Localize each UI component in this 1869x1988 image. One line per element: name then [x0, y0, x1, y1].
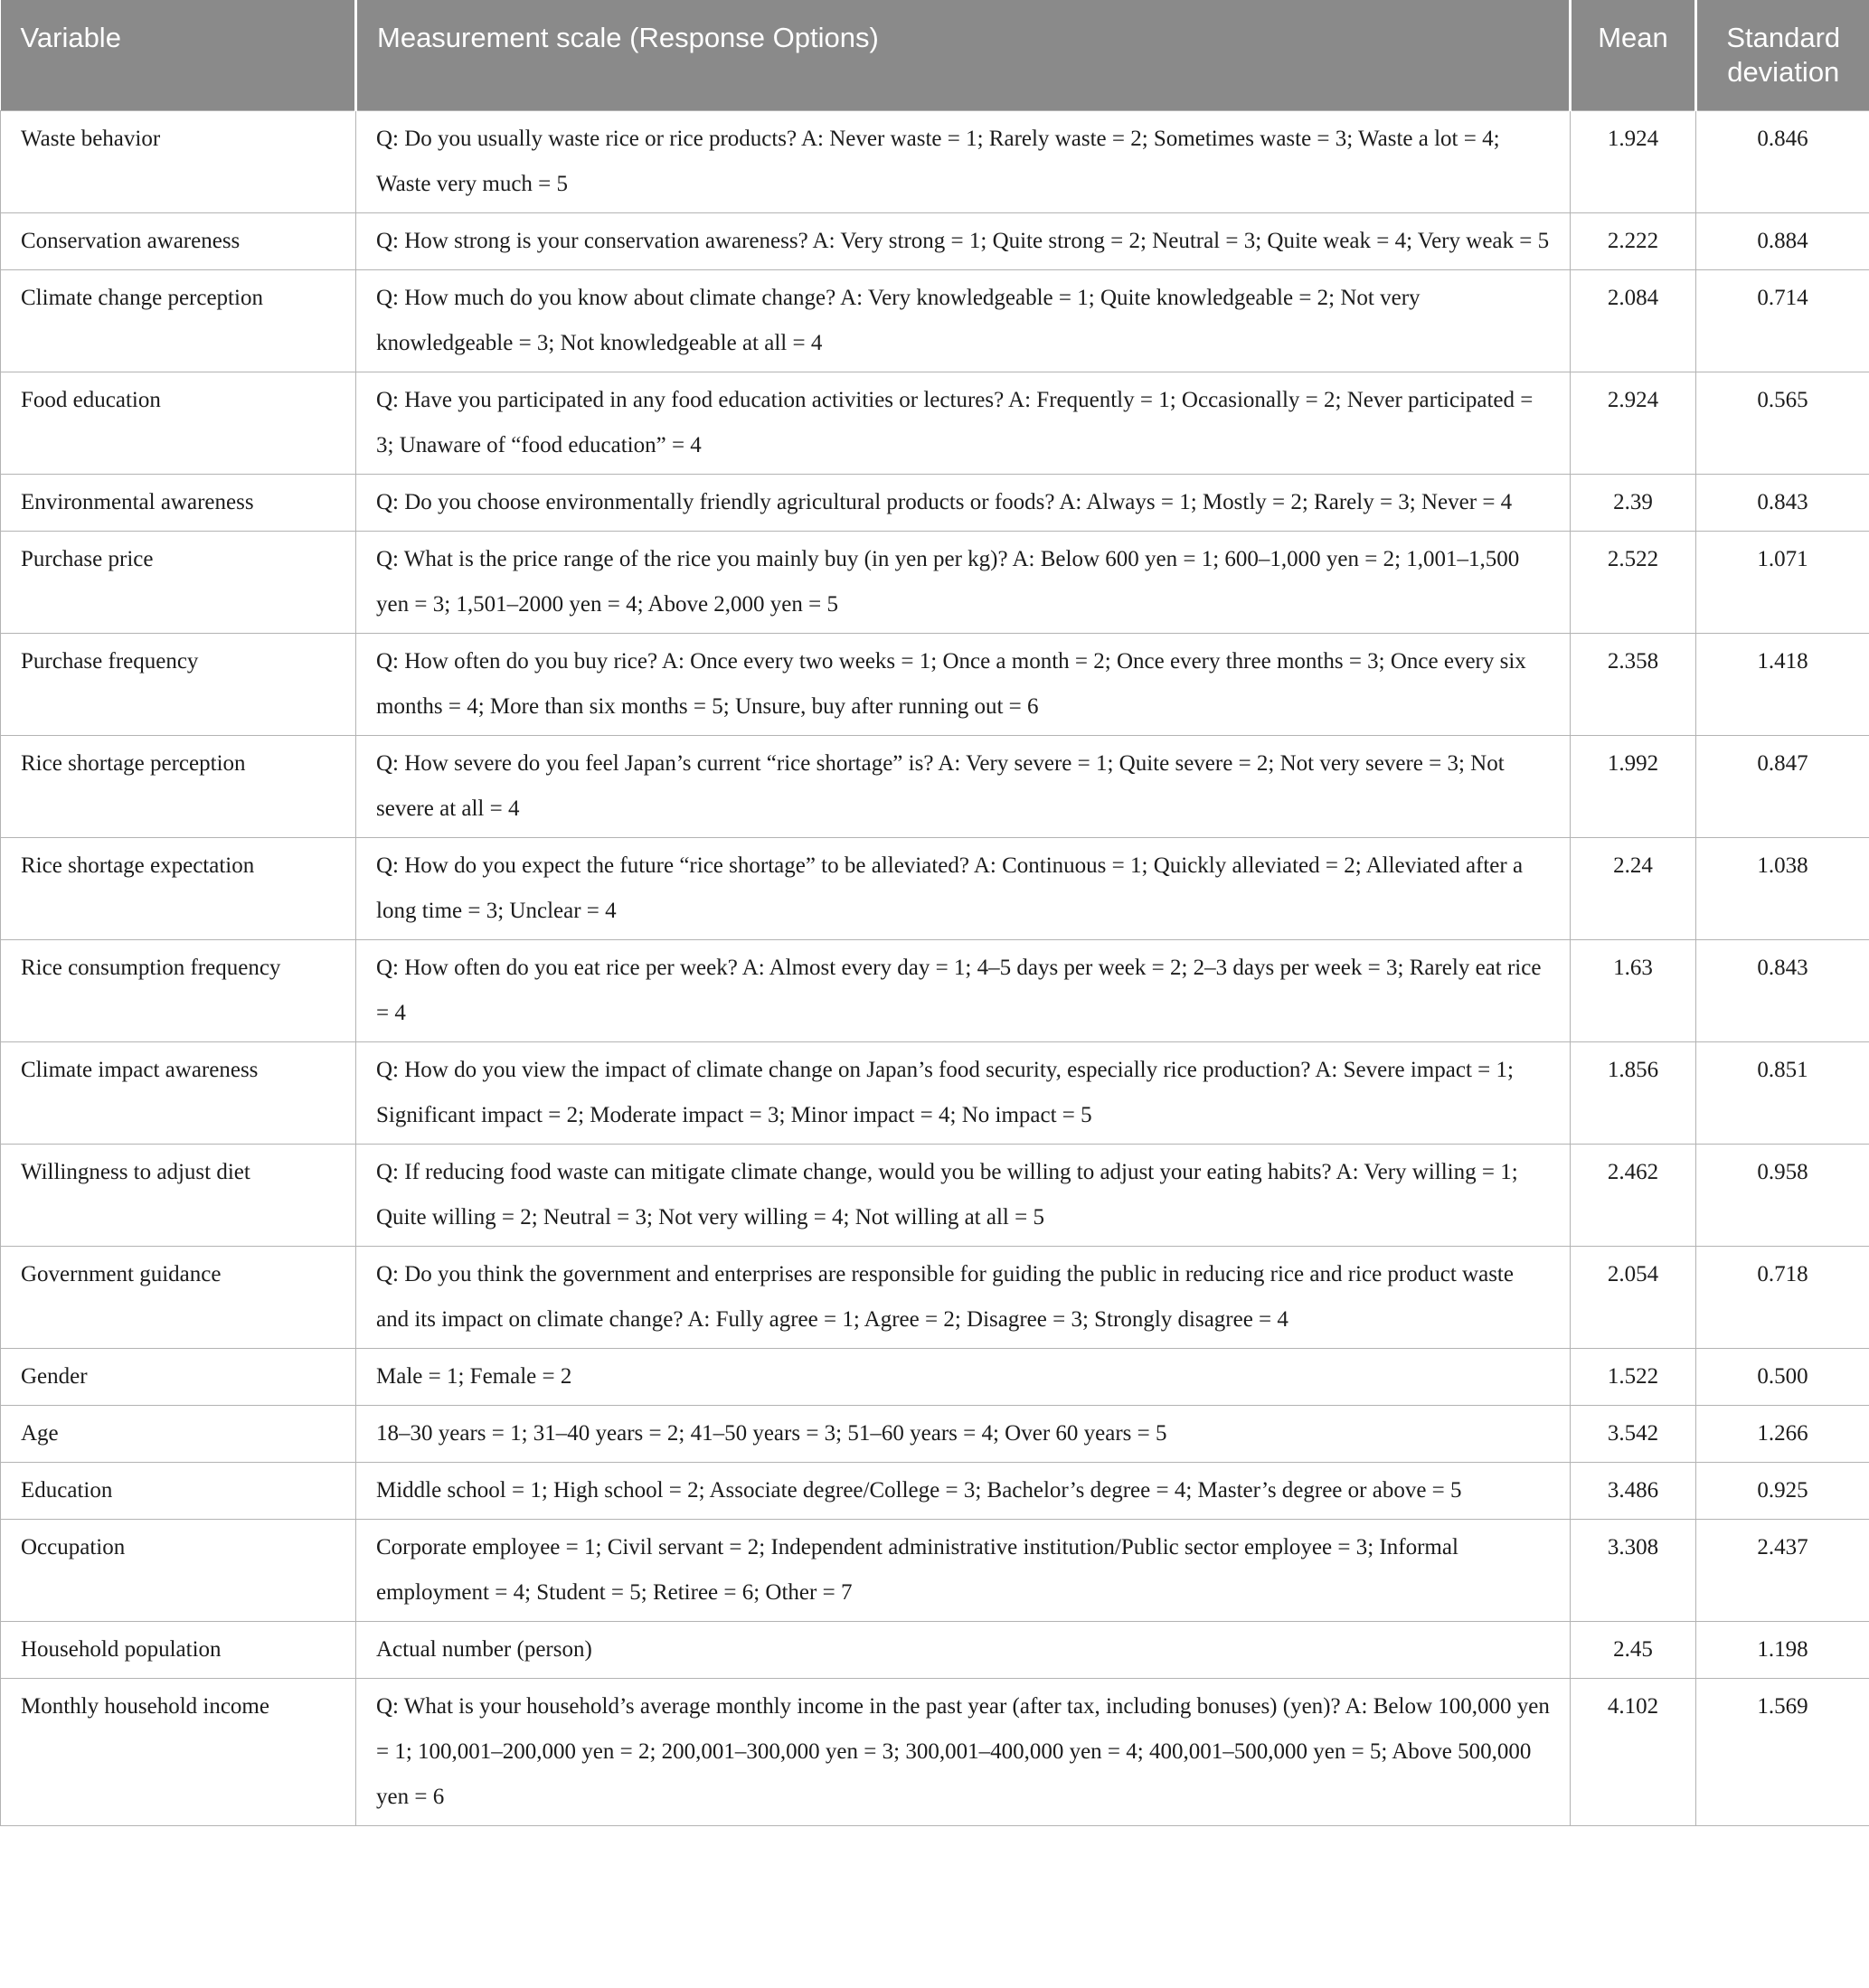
- measurement-scale-cell: Q: Do you choose environmentally friendly agricultural products or foods? A: Always = 1; Mostly = 2; Rarely = 3; Never = 4: [356, 475, 1571, 532]
- mean-cell: 3.542: [1571, 1406, 1696, 1463]
- mean-cell: 1.924: [1571, 111, 1696, 213]
- standard-deviation-cell: 1.418: [1696, 634, 1869, 736]
- standard-deviation-cell: 1.071: [1696, 532, 1869, 634]
- table-row: [1, 1406, 1869, 1463]
- measurement-scale-cell: Male = 1; Female = 2: [356, 1349, 1571, 1406]
- mean-cell: 3.486: [1571, 1463, 1696, 1520]
- variable-cell: Food education: [1, 372, 356, 475]
- variable-cell: Purchase price: [1, 532, 356, 634]
- col-header-measurement-scale: Measurement scale (Response Options): [356, 0, 1571, 111]
- table-row: [1, 1622, 1869, 1679]
- table-row: [1, 634, 1869, 736]
- col-header-variable: Variable: [1, 0, 356, 111]
- mean-cell: 2.924: [1571, 372, 1696, 475]
- mean-cell: 1.63: [1571, 940, 1696, 1042]
- measurement-scale-cell: Q: If reducing food waste can mitigate climate change, would you be willing to adjust your eating habits? A: Very willing = 1; Quite willing = 2; Neutral = 3; Not very willing = 4; Not willing at all = 5: [356, 1145, 1571, 1247]
- standard-deviation-cell: 0.565: [1696, 372, 1869, 475]
- mean-cell: 2.084: [1571, 270, 1696, 372]
- standard-deviation-cell: 1.198: [1696, 1622, 1869, 1679]
- table-row: [1, 838, 1869, 940]
- mean-cell: 2.054: [1571, 1247, 1696, 1349]
- standard-deviation-cell: 1.038: [1696, 838, 1869, 940]
- table-row: [1, 372, 1869, 475]
- variable-cell: Willingness to adjust diet: [1, 1145, 356, 1247]
- col-header-mean: Mean: [1571, 0, 1696, 111]
- variable-cell: Conservation awareness: [1, 213, 356, 270]
- mean-cell: 1.992: [1571, 736, 1696, 838]
- variable-cell: Gender: [1, 1349, 356, 1406]
- variable-cell: Purchase frequency: [1, 634, 356, 736]
- table-row: [1, 940, 1869, 1042]
- table-row: [1, 1247, 1869, 1349]
- standard-deviation-cell: 0.958: [1696, 1145, 1869, 1247]
- standard-deviation-cell: 1.266: [1696, 1406, 1869, 1463]
- measurement-scale-cell: Q: How much do you know about climate change? A: Very knowledgeable = 1; Quite knowledgeable = 2; Not very knowledgeable = 3; Not knowledgeable at all = 4: [356, 270, 1571, 372]
- mean-cell: 2.45: [1571, 1622, 1696, 1679]
- standard-deviation-cell: 0.714: [1696, 270, 1869, 372]
- variable-cell: Household population: [1, 1622, 356, 1679]
- standard-deviation-cell: 0.846: [1696, 111, 1869, 213]
- table-header: [1, 0, 1869, 111]
- table-row: [1, 1349, 1869, 1406]
- variable-cell: Rice consumption frequency: [1, 940, 356, 1042]
- standard-deviation-cell: 0.500: [1696, 1349, 1869, 1406]
- table-row: [1, 1463, 1869, 1520]
- mean-cell: 2.24: [1571, 838, 1696, 940]
- table-row: [1, 1042, 1869, 1145]
- mean-cell: 4.102: [1571, 1679, 1696, 1826]
- variable-cell: Climate change perception: [1, 270, 356, 372]
- table-row: [1, 736, 1869, 838]
- measurement-scale-cell: Q: Do you think the government and enterprises are responsible for guiding the public in reducing rice and rice product waste and its impact on climate change? A: Fully agree = 1; Agree = 2; Disagree = 3; Strongly disagree = 4: [356, 1247, 1571, 1349]
- measurement-scale-cell: Q: Have you participated in any food education activities or lectures? A: Frequently = 1; Occasionally = 2; Never participated = 3; Unaware of “food education” = 4: [356, 372, 1571, 475]
- table-row: [1, 1679, 1869, 1826]
- standard-deviation-cell: 0.718: [1696, 1247, 1869, 1349]
- table-row: [1, 111, 1869, 213]
- measurement-scale-cell: 18–30 years = 1; 31–40 years = 2; 41–50 years = 3; 51–60 years = 4; Over 60 years = 5: [356, 1406, 1571, 1463]
- header-row: [1, 0, 1869, 111]
- variable-cell: Occupation: [1, 1520, 356, 1622]
- standard-deviation-cell: 0.884: [1696, 213, 1869, 270]
- measurement-scale-cell: Q: How severe do you feel Japan’s current “rice shortage” is? A: Very severe = 1; Quite severe = 2; Not very severe = 3; Not severe at all = 4: [356, 736, 1571, 838]
- mean-cell: 2.522: [1571, 532, 1696, 634]
- variable-cell: Age: [1, 1406, 356, 1463]
- variable-cell: Rice shortage perception: [1, 736, 356, 838]
- measurement-scale-cell: Q: Do you usually waste rice or rice products? A: Never waste = 1; Rarely waste = 2; Sometimes waste = 3; Waste a lot = 4; Waste very much = 5: [356, 111, 1571, 213]
- table-row: [1, 270, 1869, 372]
- standard-deviation-cell: 0.851: [1696, 1042, 1869, 1145]
- variable-cell: Education: [1, 1463, 356, 1520]
- standard-deviation-cell: 1.569: [1696, 1679, 1869, 1826]
- mean-cell: 2.39: [1571, 475, 1696, 532]
- variable-cell: Environmental awareness: [1, 475, 356, 532]
- standard-deviation-cell: 0.843: [1696, 475, 1869, 532]
- col-header-standard-deviation: Standard deviation: [1696, 0, 1869, 111]
- variable-cell: Monthly household income: [1, 1679, 356, 1826]
- table-row: [1, 475, 1869, 532]
- standard-deviation-cell: 0.843: [1696, 940, 1869, 1042]
- mean-cell: 2.462: [1571, 1145, 1696, 1247]
- mean-cell: 1.856: [1571, 1042, 1696, 1145]
- variable-cell: Climate impact awareness: [1, 1042, 356, 1145]
- measurement-scale-cell: Actual number (person): [356, 1622, 1571, 1679]
- mean-cell: 3.308: [1571, 1520, 1696, 1622]
- mean-cell: 2.222: [1571, 213, 1696, 270]
- table-row: [1, 1520, 1869, 1622]
- measurement-scale-cell: Q: How often do you eat rice per week? A: Almost every day = 1; 4–5 days per week = 2; 2–3 days per week = 3; Rarely eat rice = 4: [356, 940, 1571, 1042]
- table-row: [1, 1145, 1869, 1247]
- measurement-scale-cell: Middle school = 1; High school = 2; Associate degree/College = 3; Bachelor’s degree = 4; Master’s degree or above = 5: [356, 1463, 1571, 1520]
- standard-deviation-cell: 0.925: [1696, 1463, 1869, 1520]
- variable-cell: Waste behavior: [1, 111, 356, 213]
- measurement-scale-cell: Q: How often do you buy rice? A: Once every two weeks = 1; Once a month = 2; Once every three months = 3; Once every six months = 4; More than six months = 5; Unsure, buy after running out = 6: [356, 634, 1571, 736]
- standard-deviation-cell: 0.847: [1696, 736, 1869, 838]
- measurement-scale-cell: Q: What is your household’s average monthly income in the past year (after tax, including bonuses) (yen)? A: Below 100,000 yen = 1; 100,001–200,000 yen = 2; 200,001–300,000 yen = 3; 300,001–400,000 yen = 4; 400,001–500,000 yen = 5; Above 500,000 yen = 6: [356, 1679, 1571, 1826]
- variable-cell: Rice shortage expectation: [1, 838, 356, 940]
- measurement-scale-cell: Corporate employee = 1; Civil servant = 2; Independent administrative institution/Public sector employee = 3; Informal employment = 4; Student = 5; Retiree = 6; Other = 7: [356, 1520, 1571, 1622]
- measurement-scale-cell: Q: How strong is your conservation awareness? A: Very strong = 1; Quite strong = 2; Neutral = 3; Quite weak = 4; Very weak = 5: [356, 213, 1571, 270]
- mean-cell: 1.522: [1571, 1349, 1696, 1406]
- measurement-scale-cell: Q: What is the price range of the rice you mainly buy (in yen per kg)? A: Below 600 yen = 1; 600–1,000 yen = 2; 1,001–1,500 yen = 3; 1,501–2000 yen = 4; Above 2,000 yen = 5: [356, 532, 1571, 634]
- measurement-scale-cell: Q: How do you view the impact of climate change on Japan’s food security, especially rice production? A: Severe impact = 1; Significant impact = 2; Moderate impact = 3; Minor impact = 4; No impact = 5: [356, 1042, 1571, 1145]
- variable-cell: Government guidance: [1, 1247, 356, 1349]
- standard-deviation-cell: 2.437: [1696, 1520, 1869, 1622]
- mean-cell: 2.358: [1571, 634, 1696, 736]
- table-body: [1, 111, 1869, 1826]
- table-row: [1, 213, 1869, 270]
- table-row: [1, 532, 1869, 634]
- measurement-scale-cell: Q: How do you expect the future “rice shortage” to be alleviated? A: Continuous = 1; Quickly alleviated = 2; Alleviated after a long time = 3; Unclear = 4: [356, 838, 1571, 940]
